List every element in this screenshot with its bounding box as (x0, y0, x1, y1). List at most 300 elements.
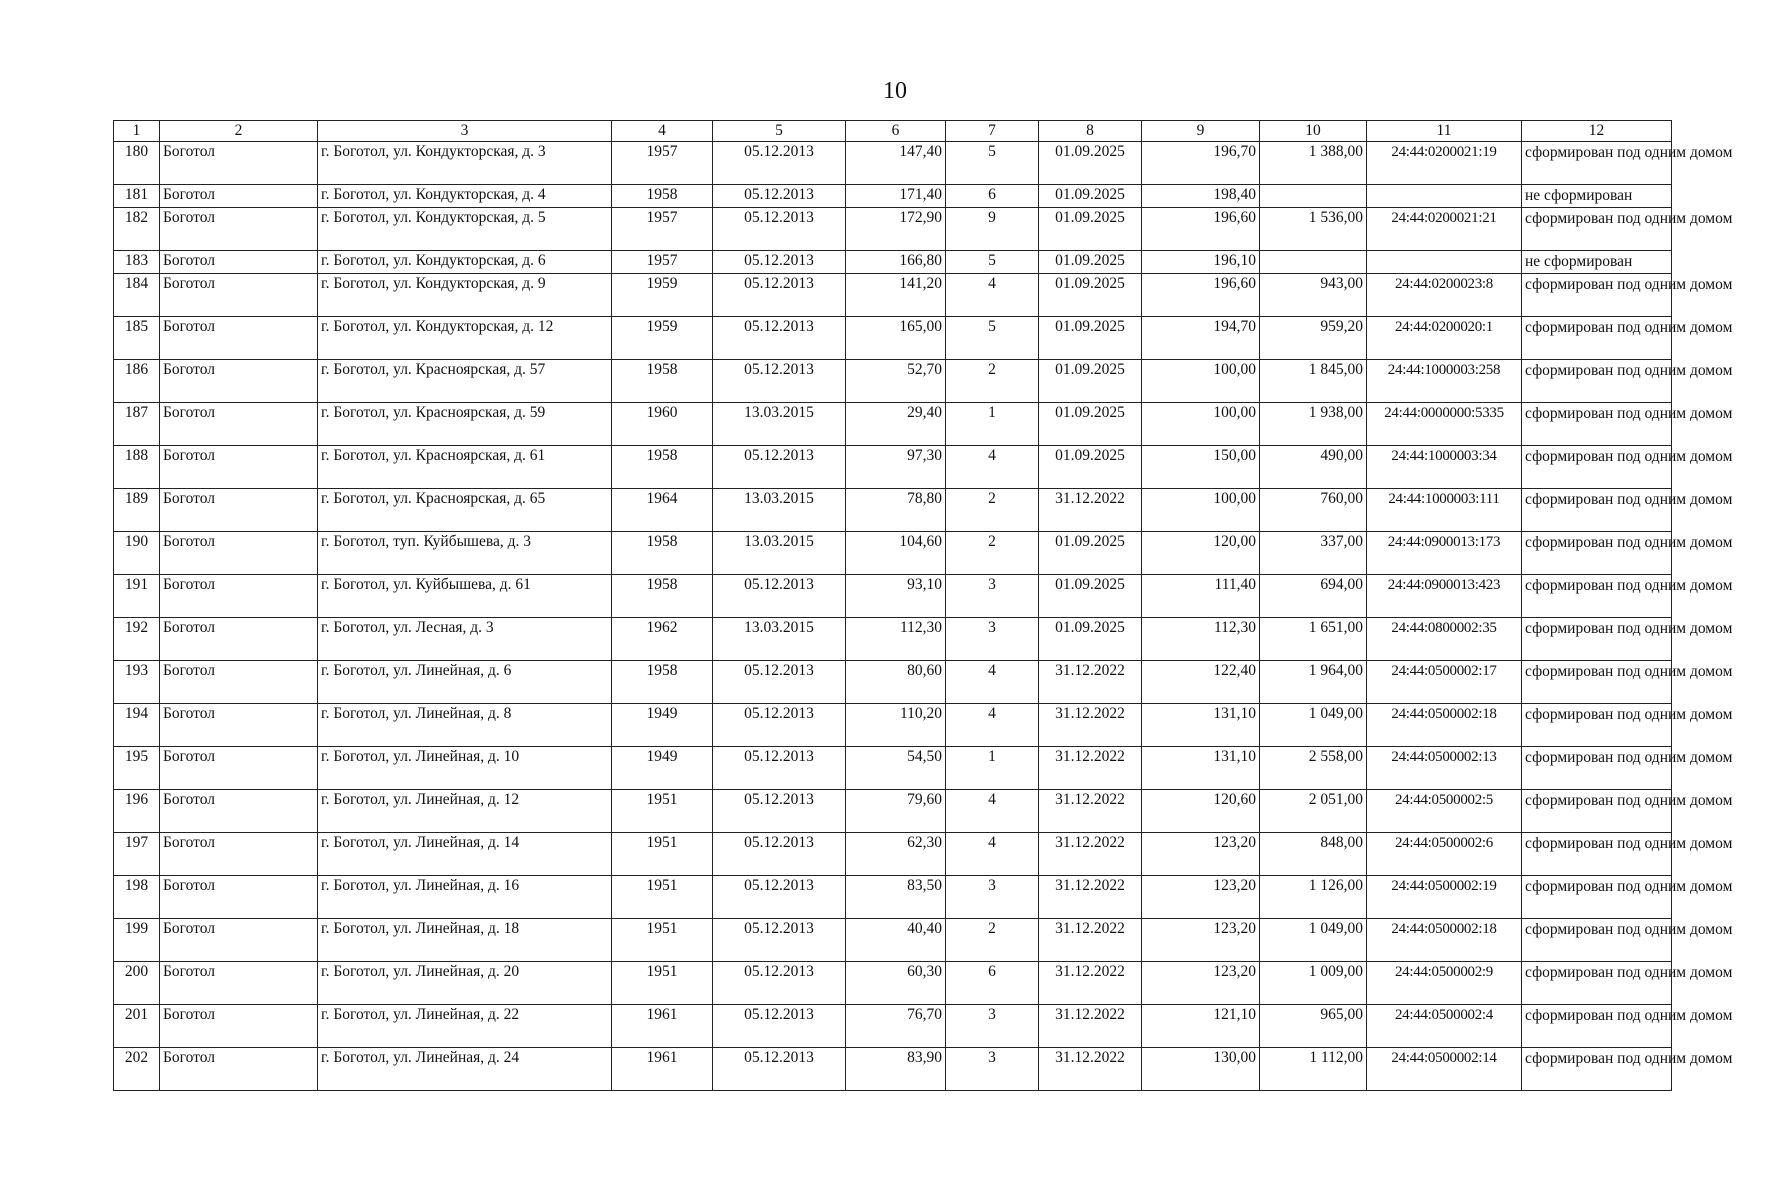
locality-cell: Боготол (160, 790, 318, 833)
locality-cell: Боготол (160, 833, 318, 876)
total-area-cell: 93,10 (846, 575, 946, 618)
date-cell: 05.12.2013 (713, 1048, 846, 1091)
land-area-cell: 760,00 (1260, 489, 1367, 532)
cadastral-number-cell: 24:44:0900013:423 (1367, 575, 1522, 618)
column-header: 11 (1367, 121, 1522, 142)
table-row (114, 208, 1672, 251)
area-value-cell: 120,00 (1142, 532, 1260, 575)
deadline-cell: 01.09.2025 (1039, 575, 1142, 618)
date-cell: 05.12.2013 (713, 704, 846, 747)
column-header: 9 (1142, 121, 1260, 142)
area-value-cell: 123,20 (1142, 919, 1260, 962)
table-row (114, 532, 1672, 575)
date-cell: 05.12.2013 (713, 251, 846, 274)
area-value-cell: 111,40 (1142, 575, 1260, 618)
locality-cell: Боготол (160, 208, 318, 251)
residents-cell: 4 (946, 790, 1039, 833)
residents-cell: 4 (946, 661, 1039, 704)
table-row (114, 833, 1672, 876)
date-cell: 05.12.2013 (713, 274, 846, 317)
column-header: 3 (318, 121, 612, 142)
date-cell: 13.03.2015 (713, 489, 846, 532)
address-cell: г. Боготол, ул. Красноярская, д. 65 (318, 489, 612, 532)
row-number-cell: 188 (114, 446, 160, 489)
residents-cell: 4 (946, 704, 1039, 747)
land-area-cell: 1 964,00 (1260, 661, 1367, 704)
total-area-cell: 60,30 (846, 962, 946, 1005)
address-cell: г. Боготол, ул. Линейная, д. 20 (318, 962, 612, 1005)
land-status-cell: сформирован под одним домом (1522, 1048, 1672, 1091)
locality-cell: Боготол (160, 747, 318, 790)
row-number-cell: 196 (114, 790, 160, 833)
date-cell: 13.03.2015 (713, 618, 846, 661)
date-cell: 05.12.2013 (713, 661, 846, 704)
cadastral-number-cell: 24:44:0500002:18 (1367, 704, 1522, 747)
table-body (114, 142, 1733, 1091)
cadastral-number-cell: 24:44:0200021:19 (1367, 142, 1522, 185)
cadastral-number-cell: 24:44:0500002:13 (1367, 747, 1522, 790)
column-header: 6 (846, 121, 946, 142)
deadline-cell: 31.12.2022 (1039, 876, 1142, 919)
area-value-cell: 123,20 (1142, 962, 1260, 1005)
cadastral-number-cell: 24:44:0900013:173 (1367, 532, 1522, 575)
residents-cell: 4 (946, 274, 1039, 317)
table-row (114, 317, 1672, 360)
year-built-cell: 1958 (612, 532, 713, 575)
address-cell: г. Боготол, ул. Кондукторская, д. 4 (318, 185, 612, 208)
residents-cell: 3 (946, 1005, 1039, 1048)
column-header: 8 (1039, 121, 1142, 142)
row-number-cell: 183 (114, 251, 160, 274)
residents-cell: 4 (946, 446, 1039, 489)
date-cell: 05.12.2013 (713, 208, 846, 251)
row-number-cell: 198 (114, 876, 160, 919)
locality-cell: Боготол (160, 661, 318, 704)
locality-cell: Боготол (160, 403, 318, 446)
year-built-cell: 1951 (612, 919, 713, 962)
residents-cell: 2 (946, 360, 1039, 403)
table-row (114, 251, 1672, 274)
total-area-cell: 166,80 (846, 251, 946, 274)
table-row (114, 575, 1672, 618)
area-value-cell: 131,10 (1142, 704, 1260, 747)
deadline-cell: 01.09.2025 (1039, 360, 1142, 403)
locality-cell: Боготол (160, 876, 318, 919)
residents-cell: 2 (946, 532, 1039, 575)
table-row (114, 142, 1672, 185)
address-cell: г. Боготол, ул. Красноярская, д. 57 (318, 360, 612, 403)
cadastral-number-cell (1367, 185, 1522, 208)
year-built-cell: 1957 (612, 251, 713, 274)
total-area-cell: 40,40 (846, 919, 946, 962)
address-cell: г. Боготол, ул. Кондукторская, д. 6 (318, 251, 612, 274)
land-status-cell: сформирован под одним домом (1522, 833, 1672, 876)
area-value-cell: 100,00 (1142, 360, 1260, 403)
year-built-cell: 1951 (612, 876, 713, 919)
address-cell: г. Боготол, ул. Линейная, д. 14 (318, 833, 612, 876)
locality-cell: Боготол (160, 1048, 318, 1091)
column-header: 10 (1260, 121, 1367, 142)
cadastral-number-cell: 24:44:0500002:5 (1367, 790, 1522, 833)
land-status-cell: сформирован под одним домом (1522, 317, 1672, 360)
year-built-cell: 1962 (612, 618, 713, 661)
cadastral-number-cell: 24:44:0000000:5335 (1367, 403, 1522, 446)
area-value-cell: 100,00 (1142, 403, 1260, 446)
area-value-cell: 196,70 (1142, 142, 1260, 185)
row-number-cell: 202 (114, 1048, 160, 1091)
address-cell: г. Боготол, ул. Кондукторская, д. 3 (318, 142, 612, 185)
column-header: 12 (1522, 121, 1672, 142)
deadline-cell: 01.09.2025 (1039, 618, 1142, 661)
year-built-cell: 1949 (612, 747, 713, 790)
cadastral-number-cell: 24:44:0500002:9 (1367, 962, 1522, 1005)
land-status-cell: сформирован под одним домом (1522, 360, 1672, 403)
total-area-cell: 29,40 (846, 403, 946, 446)
address-cell: г. Боготол, ул. Линейная, д. 10 (318, 747, 612, 790)
date-cell: 05.12.2013 (713, 317, 846, 360)
date-cell: 05.12.2013 (713, 747, 846, 790)
total-area-cell: 76,70 (846, 1005, 946, 1048)
residents-cell: 3 (946, 575, 1039, 618)
row-number-cell: 193 (114, 661, 160, 704)
date-cell: 05.12.2013 (713, 962, 846, 1005)
area-value-cell: 196,10 (1142, 251, 1260, 274)
land-status-cell: не сформирован (1522, 251, 1672, 274)
deadline-cell: 31.12.2022 (1039, 833, 1142, 876)
residents-cell: 4 (946, 833, 1039, 876)
column-header: 4 (612, 121, 713, 142)
table-row (114, 185, 1672, 208)
year-built-cell: 1951 (612, 962, 713, 1005)
address-cell: г. Боготол, ул. Кондукторская, д. 5 (318, 208, 612, 251)
year-built-cell: 1958 (612, 185, 713, 208)
land-status-cell: сформирован под одним домом (1522, 962, 1672, 1005)
row-number-cell: 200 (114, 962, 160, 1005)
address-cell: г. Боготол, ул. Линейная, д. 16 (318, 876, 612, 919)
year-built-cell: 1961 (612, 1005, 713, 1048)
table-row (114, 618, 1672, 661)
year-built-cell: 1959 (612, 317, 713, 360)
row-number-cell: 185 (114, 317, 160, 360)
land-status-cell: сформирован под одним домом (1522, 274, 1672, 317)
year-built-cell: 1958 (612, 575, 713, 618)
land-area-cell (1260, 185, 1367, 208)
date-cell: 05.12.2013 (713, 575, 846, 618)
land-area-cell: 337,00 (1260, 532, 1367, 575)
land-area-cell: 1 049,00 (1260, 919, 1367, 962)
year-built-cell: 1957 (612, 142, 713, 185)
land-status-cell: сформирован под одним домом (1522, 876, 1672, 919)
year-built-cell: 1959 (612, 274, 713, 317)
land-area-cell: 694,00 (1260, 575, 1367, 618)
residents-cell: 1 (946, 403, 1039, 446)
area-value-cell: 198,40 (1142, 185, 1260, 208)
locality-cell: Боготол (160, 251, 318, 274)
land-area-cell: 1 009,00 (1260, 962, 1367, 1005)
deadline-cell: 31.12.2022 (1039, 1005, 1142, 1048)
land-area-cell: 1 651,00 (1260, 618, 1367, 661)
row-number-cell: 190 (114, 532, 160, 575)
residents-cell: 5 (946, 317, 1039, 360)
deadline-cell: 31.12.2022 (1039, 704, 1142, 747)
residents-cell: 1 (946, 747, 1039, 790)
cadastral-number-cell: 24:44:1000003:34 (1367, 446, 1522, 489)
table-row (114, 704, 1672, 747)
year-built-cell: 1960 (612, 403, 713, 446)
total-area-cell: 80,60 (846, 661, 946, 704)
date-cell: 05.12.2013 (713, 1005, 846, 1048)
date-cell: 05.12.2013 (713, 185, 846, 208)
residents-cell: 3 (946, 1048, 1039, 1091)
row-number-cell: 189 (114, 489, 160, 532)
row-number-cell: 194 (114, 704, 160, 747)
table-row (114, 360, 1672, 403)
land-status-cell: сформирован под одним домом (1522, 661, 1672, 704)
deadline-cell: 01.09.2025 (1039, 532, 1142, 575)
column-header: 5 (713, 121, 846, 142)
deadline-cell: 31.12.2022 (1039, 919, 1142, 962)
deadline-cell: 31.12.2022 (1039, 489, 1142, 532)
address-cell: г. Боготол, ул. Линейная, д. 22 (318, 1005, 612, 1048)
row-number-cell: 180 (114, 142, 160, 185)
land-status-cell: сформирован под одним домом (1522, 747, 1672, 790)
residents-cell: 5 (946, 251, 1039, 274)
land-area-cell: 1 126,00 (1260, 876, 1367, 919)
area-value-cell: 123,20 (1142, 876, 1260, 919)
total-area-cell: 79,60 (846, 790, 946, 833)
cadastral-number-cell (1367, 251, 1522, 274)
locality-cell: Боготол (160, 919, 318, 962)
deadline-cell: 01.09.2025 (1039, 403, 1142, 446)
land-area-cell: 2 051,00 (1260, 790, 1367, 833)
land-status-cell: сформирован под одним домом (1522, 618, 1672, 661)
date-cell: 05.12.2013 (713, 919, 846, 962)
locality-cell: Боготол (160, 142, 318, 185)
year-built-cell: 1964 (612, 489, 713, 532)
land-area-cell: 965,00 (1260, 1005, 1367, 1048)
land-area-cell (1260, 251, 1367, 274)
locality-cell: Боготол (160, 575, 318, 618)
table-row (114, 919, 1672, 962)
row-number-cell: 181 (114, 185, 160, 208)
deadline-cell: 31.12.2022 (1039, 1048, 1142, 1091)
row-number-cell: 191 (114, 575, 160, 618)
cadastral-number-cell: 24:44:0200021:21 (1367, 208, 1522, 251)
area-value-cell: 131,10 (1142, 747, 1260, 790)
deadline-cell: 01.09.2025 (1039, 446, 1142, 489)
total-area-cell: 83,90 (846, 1048, 946, 1091)
column-number-row (114, 121, 1672, 142)
cadastral-number-cell: 24:44:0500002:19 (1367, 876, 1522, 919)
address-cell: г. Боготол, ул. Линейная, д. 8 (318, 704, 612, 747)
area-value-cell: 112,30 (1142, 618, 1260, 661)
row-number-cell: 199 (114, 919, 160, 962)
deadline-cell: 31.12.2022 (1039, 747, 1142, 790)
row-number-cell: 192 (114, 618, 160, 661)
area-value-cell: 150,00 (1142, 446, 1260, 489)
land-area-cell: 1 112,00 (1260, 1048, 1367, 1091)
total-area-cell: 78,80 (846, 489, 946, 532)
total-area-cell: 104,60 (846, 532, 946, 575)
address-cell: г. Боготол, ул. Линейная, д. 12 (318, 790, 612, 833)
table-row (114, 489, 1672, 532)
locality-cell: Боготол (160, 489, 318, 532)
address-cell: г. Боготол, ул. Кондукторская, д. 12 (318, 317, 612, 360)
area-value-cell: 196,60 (1142, 274, 1260, 317)
deadline-cell: 01.09.2025 (1039, 185, 1142, 208)
residents-cell: 6 (946, 962, 1039, 1005)
land-status-cell: сформирован под одним домом (1522, 704, 1672, 747)
row-number-cell: 182 (114, 208, 160, 251)
date-cell: 13.03.2015 (713, 532, 846, 575)
year-built-cell: 1958 (612, 446, 713, 489)
address-cell: г. Боготол, ул. Красноярская, д. 61 (318, 446, 612, 489)
table-row (114, 876, 1672, 919)
locality-cell: Боготол (160, 618, 318, 661)
address-cell: г. Боготол, ул. Куйбышева, д. 61 (318, 575, 612, 618)
cadastral-number-cell: 24:44:1000003:258 (1367, 360, 1522, 403)
table-row (114, 661, 1672, 704)
address-cell: г. Боготол, ул. Красноярская, д. 59 (318, 403, 612, 446)
row-number-cell: 187 (114, 403, 160, 446)
table-row (114, 962, 1672, 1005)
table-row (114, 747, 1672, 790)
residents-cell: 9 (946, 208, 1039, 251)
date-cell: 13.03.2015 (713, 403, 846, 446)
land-area-cell: 1 049,00 (1260, 704, 1367, 747)
land-status-cell: сформирован под одним домом (1522, 142, 1672, 185)
land-status-cell: сформирован под одним домом (1522, 575, 1672, 618)
address-cell: г. Боготол, ул. Линейная, д. 18 (318, 919, 612, 962)
total-area-cell: 54,50 (846, 747, 946, 790)
year-built-cell: 1951 (612, 833, 713, 876)
area-value-cell: 194,70 (1142, 317, 1260, 360)
date-cell: 05.12.2013 (713, 142, 846, 185)
cadastral-number-cell: 24:44:0500002:18 (1367, 919, 1522, 962)
address-cell: г. Боготол, туп. Куйбышева, д. 3 (318, 532, 612, 575)
year-built-cell: 1961 (612, 1048, 713, 1091)
year-built-cell: 1958 (612, 360, 713, 403)
residents-cell: 3 (946, 876, 1039, 919)
land-area-cell: 1 845,00 (1260, 360, 1367, 403)
deadline-cell: 01.09.2025 (1039, 317, 1142, 360)
land-area-cell: 1 388,00 (1260, 142, 1367, 185)
date-cell: 05.12.2013 (713, 360, 846, 403)
land-area-cell: 848,00 (1260, 833, 1367, 876)
deadline-cell: 01.09.2025 (1039, 142, 1142, 185)
residents-cell: 3 (946, 618, 1039, 661)
locality-cell: Боготол (160, 274, 318, 317)
land-area-cell: 959,20 (1260, 317, 1367, 360)
table-row (114, 446, 1672, 489)
land-status-cell: сформирован под одним домом (1522, 790, 1672, 833)
address-cell: г. Боготол, ул. Линейная, д. 6 (318, 661, 612, 704)
residents-cell: 5 (946, 142, 1039, 185)
cadastral-number-cell: 24:44:0500002:6 (1367, 833, 1522, 876)
land-area-cell: 2 558,00 (1260, 747, 1367, 790)
locality-cell: Боготол (160, 360, 318, 403)
column-header: 1 (114, 121, 160, 142)
area-value-cell: 120,60 (1142, 790, 1260, 833)
housing-registry-table (113, 120, 1733, 1091)
cadastral-number-cell: 24:44:0800002:35 (1367, 618, 1522, 661)
row-number-cell: 197 (114, 833, 160, 876)
land-area-cell: 1 536,00 (1260, 208, 1367, 251)
land-status-cell: сформирован под одним домом (1522, 403, 1672, 446)
row-number-cell: 201 (114, 1005, 160, 1048)
table-row (114, 1005, 1672, 1048)
year-built-cell: 1949 (612, 704, 713, 747)
land-status-cell: сформирован под одним домом (1522, 446, 1672, 489)
total-area-cell: 171,40 (846, 185, 946, 208)
row-number-cell: 186 (114, 360, 160, 403)
land-status-cell: сформирован под одним домом (1522, 489, 1672, 532)
table-row (114, 1048, 1672, 1091)
total-area-cell: 52,70 (846, 360, 946, 403)
date-cell: 05.12.2013 (713, 446, 846, 489)
address-cell: г. Боготол, ул. Лесная, д. 3 (318, 618, 612, 661)
deadline-cell: 31.12.2022 (1039, 790, 1142, 833)
deadline-cell: 31.12.2022 (1039, 661, 1142, 704)
cadastral-number-cell: 24:44:0500002:4 (1367, 1005, 1522, 1048)
cadastral-number-cell: 24:44:0500002:14 (1367, 1048, 1522, 1091)
residents-cell: 2 (946, 489, 1039, 532)
area-value-cell: 100,00 (1142, 489, 1260, 532)
area-value-cell: 196,60 (1142, 208, 1260, 251)
area-value-cell: 130,00 (1142, 1048, 1260, 1091)
residents-cell: 6 (946, 185, 1039, 208)
total-area-cell: 62,30 (846, 833, 946, 876)
area-value-cell: 122,40 (1142, 661, 1260, 704)
cadastral-number-cell: 24:44:0500002:17 (1367, 661, 1522, 704)
deadline-cell: 01.09.2025 (1039, 274, 1142, 317)
total-area-cell: 172,90 (846, 208, 946, 251)
total-area-cell: 147,40 (846, 142, 946, 185)
table-row (114, 274, 1672, 317)
date-cell: 05.12.2013 (713, 876, 846, 919)
year-built-cell: 1951 (612, 790, 713, 833)
row-number-cell: 195 (114, 747, 160, 790)
date-cell: 05.12.2013 (713, 833, 846, 876)
row-number-cell: 184 (114, 274, 160, 317)
land-status-cell: сформирован под одним домом (1522, 208, 1672, 251)
table-row (114, 790, 1672, 833)
cadastral-number-cell: 24:44:0200023:8 (1367, 274, 1522, 317)
date-cell: 05.12.2013 (713, 790, 846, 833)
locality-cell: Боготол (160, 532, 318, 575)
column-header: 7 (946, 121, 1039, 142)
land-area-cell: 943,00 (1260, 274, 1367, 317)
area-value-cell: 123,20 (1142, 833, 1260, 876)
deadline-cell: 31.12.2022 (1039, 962, 1142, 1005)
deadline-cell: 01.09.2025 (1039, 251, 1142, 274)
address-cell: г. Боготол, ул. Кондукторская, д. 9 (318, 274, 612, 317)
land-status-cell: сформирован под одним домом (1522, 919, 1672, 962)
total-area-cell: 110,20 (846, 704, 946, 747)
land-status-cell: сформирован под одним домом (1522, 1005, 1672, 1048)
total-area-cell: 141,20 (846, 274, 946, 317)
area-value-cell: 121,10 (1142, 1005, 1260, 1048)
total-area-cell: 83,50 (846, 876, 946, 919)
year-built-cell: 1958 (612, 661, 713, 704)
column-header: 2 (160, 121, 318, 142)
land-area-cell: 1 938,00 (1260, 403, 1367, 446)
locality-cell: Боготол (160, 704, 318, 747)
deadline-cell: 01.09.2025 (1039, 208, 1142, 251)
land-status-cell: не сформирован (1522, 185, 1672, 208)
page-number: 10 (883, 78, 907, 104)
land-area-cell: 490,00 (1260, 446, 1367, 489)
